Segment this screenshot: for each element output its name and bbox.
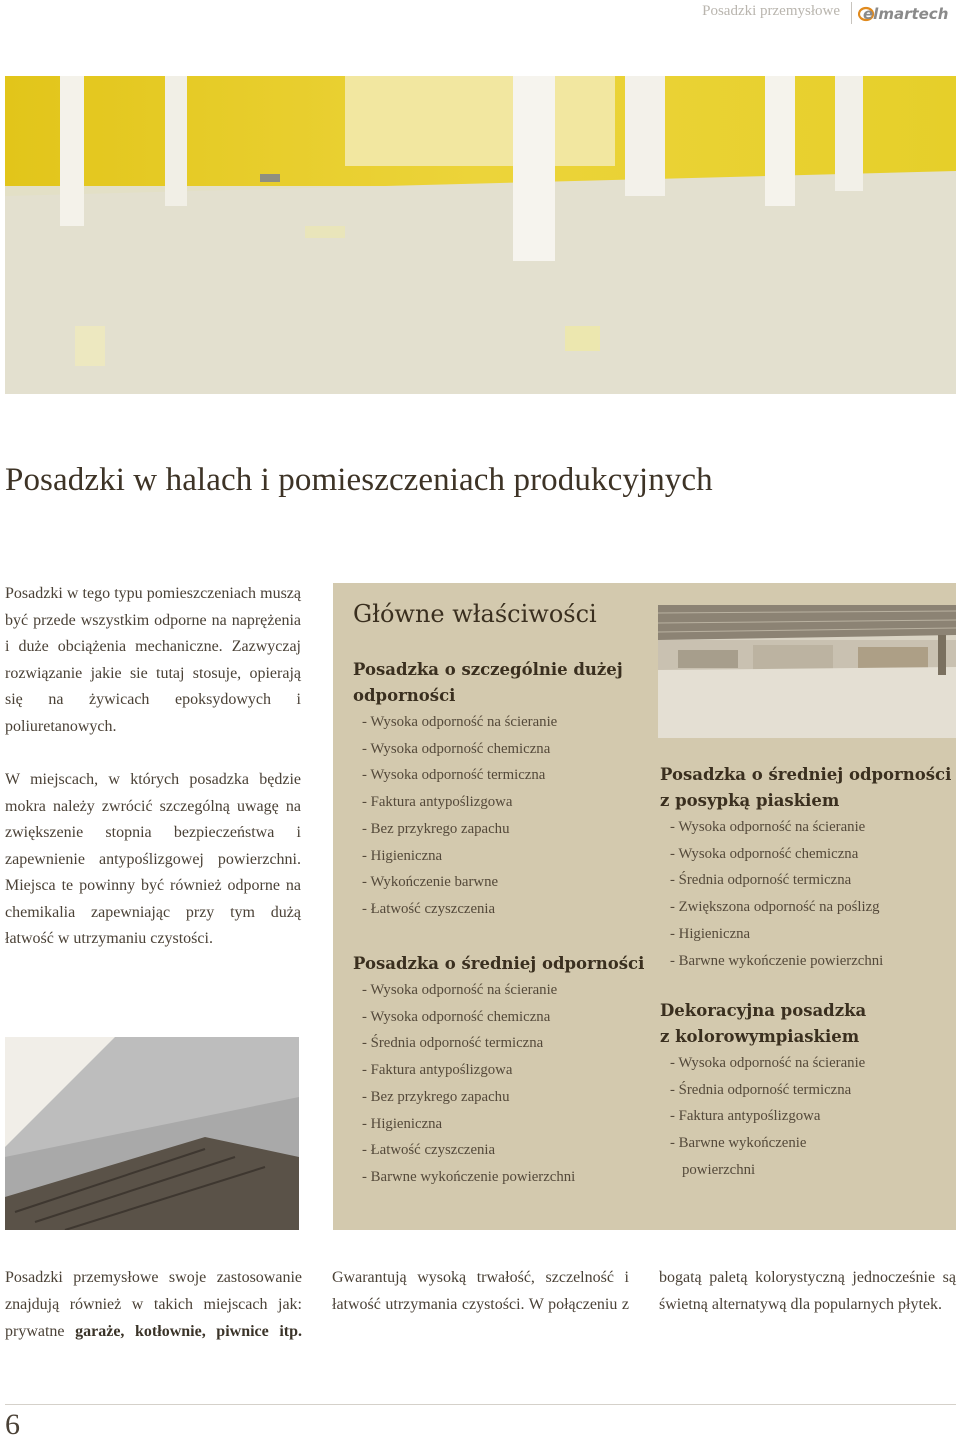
list-item-continuation: powierzchni bbox=[682, 1161, 756, 1178]
intro-paragraph-1: Posadzki w tego typu pomieszczeniach muszą być przede wszystkim odporne na naprężenia i duże obciążenia mechaniczne. Zazwyczaj rozwiązanie jakie sie tutaj stosuje, opierają się na żywicach epoksydowych i poliuretanowych. bbox=[5, 585, 301, 735]
list-item: - Wykończenie barwne bbox=[362, 874, 499, 891]
list-item: - Łatwość czyszczenia bbox=[362, 900, 496, 917]
list-item: - Wysoka odporność na ścieranie bbox=[362, 714, 558, 730]
hall-floor-photo bbox=[5, 76, 956, 394]
list-item: - Średnia odporność termiczna bbox=[362, 1035, 544, 1052]
header-separator bbox=[851, 2, 852, 24]
section-heading: Posadzka o średniej odporności bbox=[353, 954, 645, 973]
section-heading: Posadzka o szczególnie dużej odporności bbox=[353, 660, 623, 705]
intro-paragraph-2: W miejscach, w których posadzka będzie mokra należy zwrócić szczególną uwagę na zwiększenie stopnia bezpieczeństwa i zapewnienie antypoślizgowej powierzchni. Miejsca te powinny być również odporne na chemikalia zapewniając przy tym dużą łatwość w utrzymaniu czystości. bbox=[5, 771, 301, 947]
page-number: 6 bbox=[5, 1408, 20, 1441]
properties-title: Główne właściwości bbox=[353, 600, 597, 628]
list-item: - Higieniczna bbox=[362, 1115, 443, 1132]
garage-floor-photo bbox=[5, 1037, 299, 1230]
list-item: - Wysoka odporność na ścieranie bbox=[670, 1055, 866, 1071]
list-item: - Higieniczna bbox=[670, 925, 751, 942]
bottom-text bbox=[5, 1264, 956, 1345]
logo-text: elmartech bbox=[863, 5, 949, 22]
list-item: - Wysoka odporność chemiczna bbox=[362, 740, 551, 757]
list-item: - Barwne wykończenie powierzchni bbox=[670, 952, 884, 969]
section-heading bbox=[660, 762, 956, 814]
list-item: - Faktura antypoślizgowa bbox=[362, 794, 513, 811]
property-list bbox=[660, 814, 956, 974]
section-medium-resistance bbox=[353, 951, 648, 1191]
list-item: - Średnia odporność termiczna bbox=[670, 1081, 852, 1098]
property-list bbox=[353, 709, 643, 923]
list-item: - Faktura antypoślizgowa bbox=[670, 1108, 821, 1125]
list-item: - Barwne wykończenie bbox=[670, 1135, 807, 1152]
heading-line: z kolorowympiaskiem bbox=[660, 1027, 860, 1046]
list-item: - Faktura antypoślizgowa bbox=[362, 1062, 513, 1079]
list-item: - Zwiększona odporność na poślizg bbox=[670, 899, 880, 916]
footer-divider bbox=[5, 1404, 956, 1405]
list-item: - Barwne wykończenie powierzchni bbox=[362, 1168, 576, 1185]
bold-locations: garaże, kotłownie, piwnice itp. bbox=[75, 1323, 302, 1340]
list-item: - Higieniczna bbox=[362, 847, 443, 864]
page-title: Posadzki w halach i pomieszczeniach produkcyjnych bbox=[5, 462, 713, 498]
section-medium-sand bbox=[660, 762, 956, 974]
industrial-hall-photo bbox=[658, 605, 956, 738]
list-item: - Wysoka odporność termiczna bbox=[362, 767, 546, 784]
section-high-resistance bbox=[353, 657, 643, 923]
list-item: - Bez przykrego zapachu bbox=[362, 820, 510, 837]
property-list bbox=[660, 1050, 956, 1184]
list-item: - Średnia odporność termiczna bbox=[670, 872, 852, 889]
bottom-paragraph: Posadzki przemysłowe swoje zastosowanie znajdują również w takich miejscach jak: prywatne garaże, kotłownie, piwnice itp. Gwarantują wysoką trwałość, szczelność i łatwość utrzymania czystości. W połączeniu z bogatą paletą kolorystyczną jednocześnie są świetną alternatywą dla popularnych płytek. bbox=[5, 1269, 956, 1340]
section-heading bbox=[660, 998, 956, 1050]
section-decorative bbox=[660, 998, 956, 1184]
elmartech-logo bbox=[858, 4, 954, 22]
list-item: - Wysoka odporność na ścieranie bbox=[670, 819, 866, 835]
header-section-label: Posadzki przemysłowe bbox=[702, 3, 840, 19]
heading-line: Dekoracyjna posadzka bbox=[660, 1001, 867, 1020]
list-item: - Bez przykrego zapachu bbox=[362, 1088, 510, 1105]
list-item: - Wysoka odporność chemiczna bbox=[362, 1008, 551, 1025]
property-list bbox=[353, 977, 648, 1191]
list-item: - Łatwość czyszczenia bbox=[362, 1142, 496, 1159]
heading-line: Posadzka o średniej odporności bbox=[660, 765, 952, 784]
list-item: - Wysoka odporność na ścieranie bbox=[362, 982, 558, 998]
list-item: - Wysoka odporność chemiczna bbox=[670, 845, 859, 862]
heading-line: z posypką piaskiem bbox=[660, 791, 840, 810]
